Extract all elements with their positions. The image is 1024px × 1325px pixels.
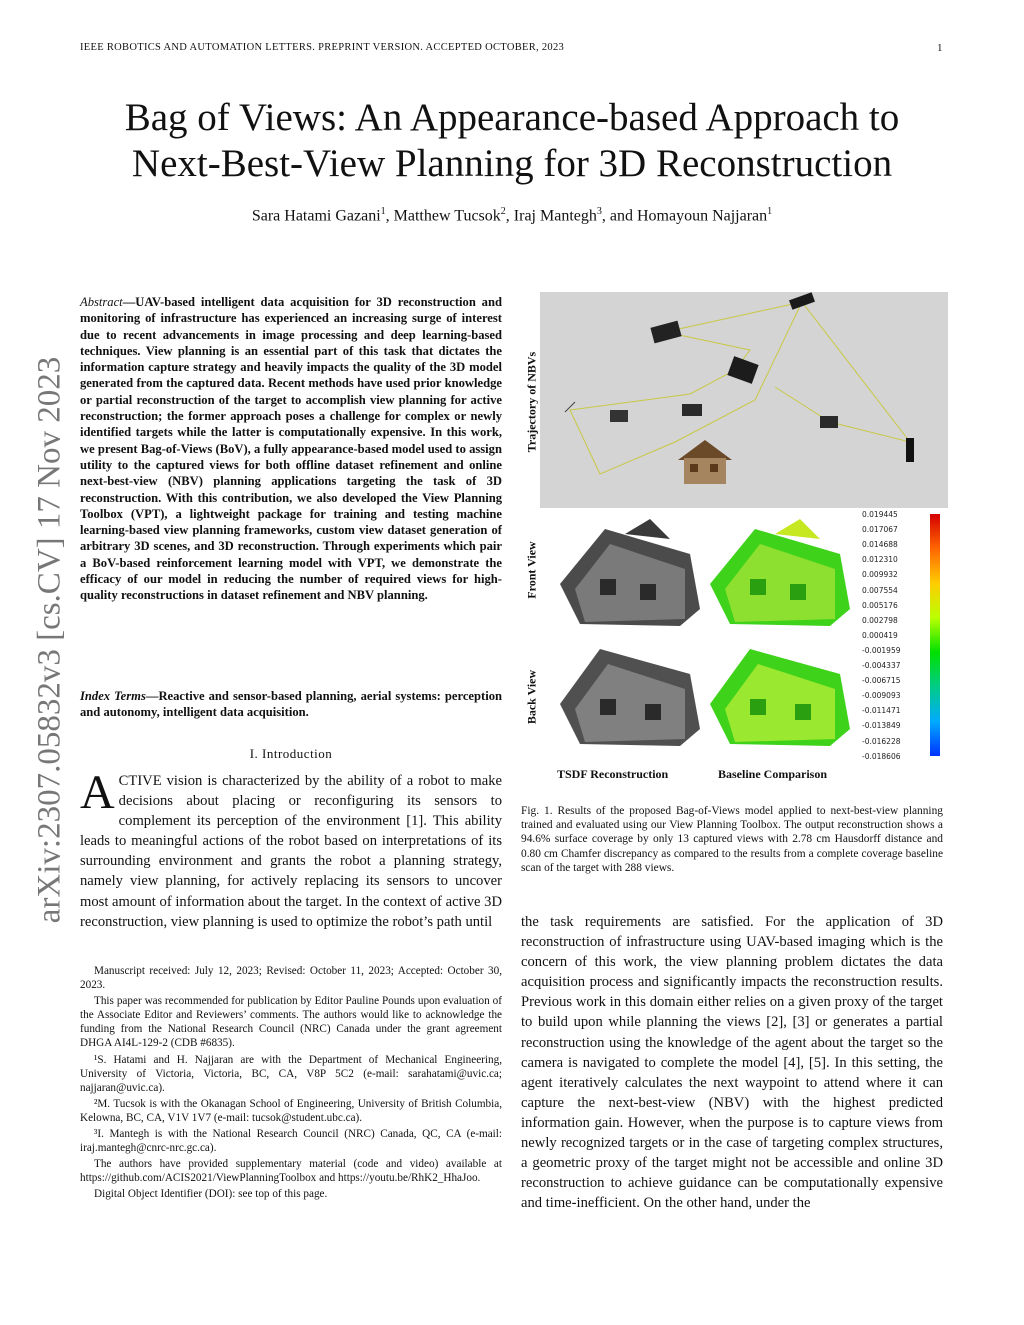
label-tsdf-reconstruction: TSDF Reconstruction xyxy=(557,767,669,781)
index-terms-label: Index Terms xyxy=(80,689,146,703)
title-line-2: Next-Best-View Planning for 3D Reconstruction xyxy=(131,142,893,185)
trajectory-lines xyxy=(570,302,910,474)
index-terms xyxy=(80,688,502,721)
figure-1 xyxy=(524,292,948,788)
colorbar-tick-label: 0.014688 xyxy=(862,540,898,550)
author-3-affil: 3 xyxy=(596,206,602,217)
colorbar-tick-label: 0.012310 xyxy=(862,555,898,565)
colorbar-tick-label: 0.005176 xyxy=(862,600,898,610)
colorbar-tick-label: -0.016228 xyxy=(862,736,901,746)
colorbar-tick-label: 0.007554 xyxy=(862,585,898,595)
author-list xyxy=(60,206,964,225)
arxiv-stamp: arXiv:2307.05832v3 [cs.CV] 17 Nov 2023 xyxy=(31,356,68,924)
intro-text: CTIVE vision is characterized by the ability of a robot to make decisions about placing or reconfiguring its sensors to complement its perception of the environment [1]. This ability leads to meaningful actions of the robot based on interpretations of its surrounding environment and grants the robot a planning strategy, namely view planning, for actively replacing its sensors to uncover most amount of information about the target. In the context of active 3D reconstruction, view planning is used to optimize the robot’s path until xyxy=(80,773,502,930)
arxiv-sidebar xyxy=(20,330,80,950)
tsdf-front-render xyxy=(560,519,700,626)
colorbar-tick-label: 0.002798 xyxy=(862,615,898,625)
colorbar-tick-label: -0.013849 xyxy=(862,721,901,731)
camera-view-icon xyxy=(820,416,838,428)
author-sep: , xyxy=(505,207,514,225)
abstract-text: —UAV-based intelligent data acquisition for 3D reconstruction and monitoring of infrastructure has experienced an increasing surge of interest due to recent advancements in image processing and deep learning-based techniques. View planning is an essential part of this task that dictates the information capture strategy and heavily impacts the quality of the 3D model generated from the captured data. Recent methods have used prior knowledge or partial reconstruction of the target to accomplish view planning for active reconstruction; the former approach poses a challenge for complex or newly identified targets while the latter is computationally expensive. In this work, we present Bag-of-Views (BoV), a fully appearance-based model used to assign utility to the captured views for both offline dataset refinement and online next-best-view (NBV) planning applications targeting the task of 3D reconstruction. With this contribution, we also developed the View Planning Toolbox (VPT), a lightweight package for training and testing machine learning-based view planning frameworks, custom view dataset generation of arbitrary 3D scenes, and 3D reconstruction. Through experiments which pair a BoV-based reinforcement learning model with VPT, we demonstrate the efficacy of our model in reducing the number of required views for high-quality reconstructions in dataset refinement and NBV planning. xyxy=(80,295,502,603)
colorbar-tick-label: -0.004337 xyxy=(862,661,901,670)
camera-view-icon xyxy=(610,410,628,422)
author-2-affil: 2 xyxy=(500,206,506,217)
author-2: Matthew Tucsok xyxy=(393,207,501,225)
page-number: 1 xyxy=(937,42,943,54)
camera-view-icon xyxy=(727,356,758,384)
colorbar-tick-label: 0.009932 xyxy=(862,570,898,580)
footnote: ³I. Mantegh is with the National Research Council (NRC) Canada, QC, CA (e-mail: iraj.mantegh@cnrc-nrc.gc.ca). xyxy=(80,1128,502,1155)
author-4-affil: 1 xyxy=(767,206,773,217)
trajectory-path xyxy=(570,302,910,474)
running-head: IEEE ROBOTICS AND AUTOMATION LETTERS. PREPRINT VERSION. ACCEPTED OCTOBER, 2023 xyxy=(80,42,565,53)
trajectory-drawing xyxy=(540,292,948,508)
baseline-front-render xyxy=(710,519,850,626)
colorbar-tick-label: -0.001959 xyxy=(862,645,901,655)
camera-view-icon xyxy=(789,292,815,310)
figure-caption: Fig. 1. Results of the proposed Bag-of-Views model applied to next-best-view planning trained and evaluated using our View Planning Toolbox. The output reconstruction shows a 94.6% surface coverage by only 13 captured views with 2.78 cm Hausdorff distance and 0.80 cm Chamfer discrepancy as compared to the results from a complete coverage baseline scan of the target with 288 views. xyxy=(521,805,943,874)
camera-view-icon xyxy=(906,438,914,462)
section-heading: I. Introduction xyxy=(249,746,333,761)
index-terms-text: —Reactive and sensor-based planning, aerial systems: perception and autonomy, intelligent data acquisition. xyxy=(80,689,502,720)
colorbar xyxy=(930,514,940,756)
right-column-paragraph: the task requirements are satisfied. For the application of 3D reconstruction of infrastructure using UAV-based imaging which is the concern of this work, the view planning problem dictates the data acquisition process and significantly impacts the reconstruction results. Previous work in this domain either relies on a given proxy of the target to build upon while planning the views [2], [3] or generates a partial reconstruction using the knowledge of the agent about the target so the camera is navigated to complete the model [4], [5]. In this setting, the agent iteratively calculates the next waypoint to attend where it can capture the next-best-view (NBV) with the highest predicted information gain. However, when the purpose is to capture views from newly recognized targets or in the case of targeting complex structures, a geometric proxy of the target might not be accessible and online 3D reconstruction to achieve guidance can be computationally expensive and time-inefficient. On the other hand, under the xyxy=(521,914,943,1212)
camera-view-icon xyxy=(682,404,702,416)
author-sep: , xyxy=(385,207,394,225)
trajectory-panel xyxy=(540,292,948,508)
house-model-icon xyxy=(678,440,732,484)
author-1-affil: 1 xyxy=(380,206,386,217)
author-1: Sara Hatami Gazani xyxy=(251,207,381,225)
baseline-back-render xyxy=(710,649,850,746)
colorbar-tick-label: 0.000419 xyxy=(862,630,898,640)
colorbar-tick-label: 0.017067 xyxy=(862,525,898,535)
colorbar-tick-label: 0.019445 xyxy=(862,510,898,519)
colorbar-tick-label: -0.009093 xyxy=(862,691,901,701)
label-trajectory: Trajectory of NBVs xyxy=(524,351,539,453)
colorbar-tick-label: -0.006715 xyxy=(862,676,901,686)
label-baseline-comparison: Baseline Comparison xyxy=(718,767,828,781)
author-3: Iraj Mantegh xyxy=(513,207,597,225)
label-front-view: Front View xyxy=(524,541,539,599)
paper-title xyxy=(60,95,964,187)
author-and: , and xyxy=(601,207,637,225)
title-line-1: Bag of Views: An Appearance-based Approach to xyxy=(124,96,900,139)
footnote: ¹S. Hatami and H. Najjaran are with the Department of Mechanical Engineering, University of Victoria, Victoria, BC, CA, V8P 5C2 (e-mail: sarahatami@uvic.ca; najjaran@uvic.ca). xyxy=(80,1053,502,1094)
dropcap: A xyxy=(80,766,115,819)
reconstruction-panels xyxy=(540,514,860,762)
footnotes xyxy=(80,964,502,1204)
footnote: Digital Object Identifier (DOI): see top of this page. xyxy=(94,1188,328,1201)
footnote: This paper was recommended for publication by Editor Pauline Pounds upon evaluation of the Associate Editor and Reviewers’ comments. The authors would like to acknowledge the funding from the National Research Council (NRC) Canada under the grant agreement DHGA AI4L-129-2 (CDB #6835). xyxy=(80,995,502,1050)
label-back-view: Back View xyxy=(524,669,539,725)
author-4: Homayoun Najjaran xyxy=(636,207,768,225)
camera-view-icon xyxy=(650,321,681,344)
colorbar-tick-label: -0.018606 xyxy=(862,751,901,761)
footnote: The authors have provided supplementary material (code and video) available at https://github.com/ACIS2021/ViewPlanningToolbox and https://youtu.be/RhK2_HhaJoo. xyxy=(80,1158,502,1185)
intro-paragraph xyxy=(80,766,502,932)
footnote: ²M. Tucsok is with the Okanagan School of Engineering, University of British Columbia, Kelowna, BC, CA, V1V 1V7 (e-mail: tucsok@student.ubc.ca). xyxy=(80,1097,502,1124)
colorbar-tick-label: -0.011471 xyxy=(862,706,901,716)
abstract xyxy=(80,294,502,604)
tsdf-back-render xyxy=(560,649,700,746)
abstract-label: Abstract xyxy=(80,295,123,309)
footnote: Manuscript received: July 12, 2023; Revised: October 11, 2023; Accepted: October 30, 2023. xyxy=(80,965,502,992)
